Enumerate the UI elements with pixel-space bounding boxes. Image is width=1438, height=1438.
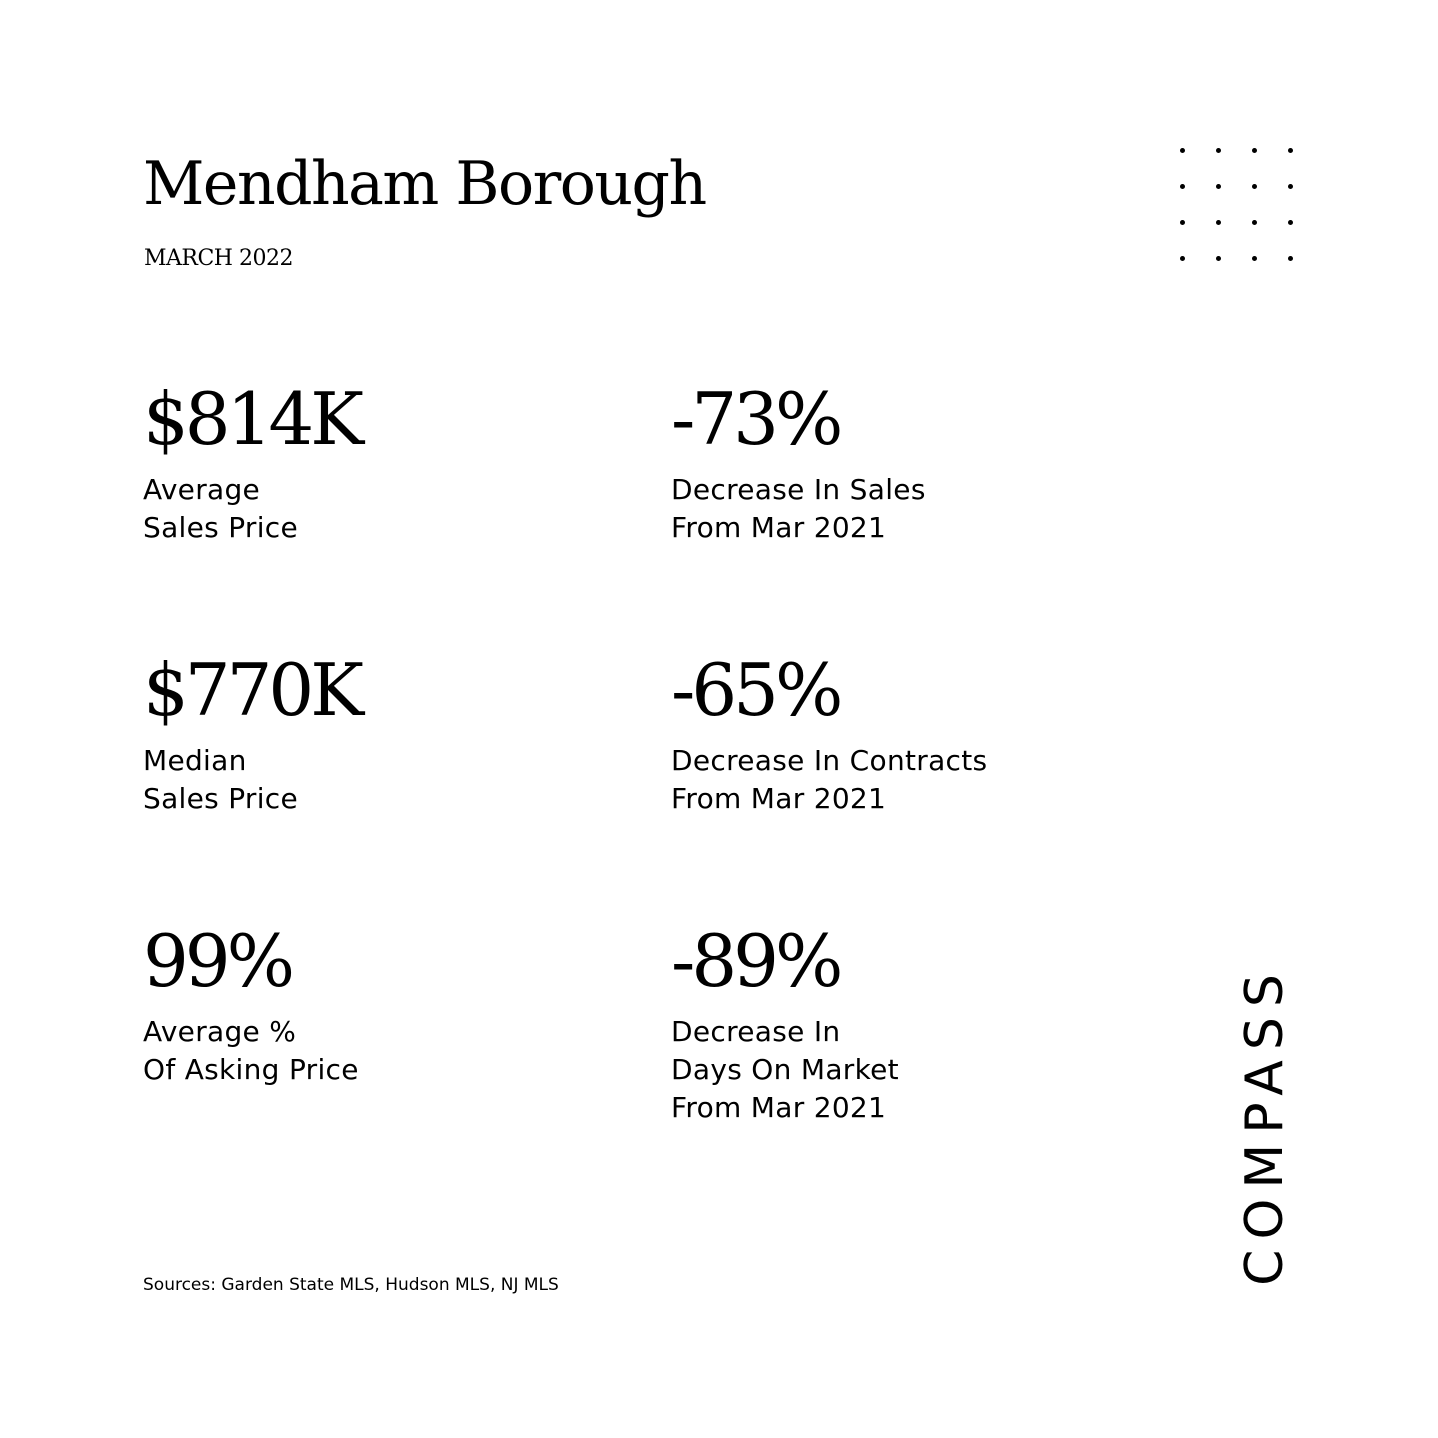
stat-label xyxy=(671,471,926,547)
dot xyxy=(1288,148,1293,153)
stat-average-sales-price xyxy=(143,374,360,547)
stat-label xyxy=(143,1013,359,1089)
stat-value: -65% xyxy=(671,648,840,732)
dot xyxy=(1252,184,1257,189)
dot-grid-icon xyxy=(1172,140,1298,266)
page-title: Mendham Borough xyxy=(143,149,706,219)
dot xyxy=(1180,148,1185,153)
stat-label xyxy=(143,742,360,818)
dot xyxy=(1216,148,1221,153)
stat-label-line: From Mar 2021 xyxy=(671,1091,887,1124)
dot xyxy=(1180,220,1185,225)
dot xyxy=(1288,220,1293,225)
stat-label xyxy=(671,1013,899,1127)
stat-label xyxy=(671,742,987,818)
stat-label-line: Median xyxy=(143,744,247,777)
stat-label-line: Average % xyxy=(143,1015,297,1048)
compass-logo xyxy=(1235,956,1295,1294)
report-date: MARCH 2022 xyxy=(144,246,293,271)
stat-value: $770K xyxy=(143,648,361,732)
stat-label-line: Decrease In Contracts xyxy=(671,744,988,777)
stat-percent-of-asking xyxy=(143,916,359,1089)
dot xyxy=(1216,256,1221,261)
stat-value: -73% xyxy=(671,377,840,461)
stat-value: $814K xyxy=(143,377,361,461)
stat-contracts-change xyxy=(671,645,987,818)
dot xyxy=(1252,256,1257,261)
stat-value: 99% xyxy=(143,919,292,1003)
stat-label-line: Days On Market xyxy=(671,1053,899,1086)
sources-note: Sources: Garden State MLS, Hudson MLS, NJ MLS xyxy=(143,1275,559,1295)
stat-label-line: Decrease In xyxy=(671,1015,841,1048)
dot xyxy=(1252,220,1257,225)
dot xyxy=(1180,256,1185,261)
stat-label-line: Of Asking Price xyxy=(143,1053,359,1086)
dot xyxy=(1216,220,1221,225)
logo-wordmark: COMPASS xyxy=(1235,964,1295,1286)
stat-label xyxy=(143,471,360,547)
stat-label-line: From Mar 2021 xyxy=(671,782,887,815)
stat-days-on-market-change xyxy=(671,916,899,1127)
dot xyxy=(1216,184,1221,189)
stat-label-line: Decrease In Sales xyxy=(671,473,926,506)
dot xyxy=(1252,148,1257,153)
stat-median-sales-price xyxy=(143,645,360,818)
stat-sales-change xyxy=(671,374,926,547)
stat-label-line: From Mar 2021 xyxy=(671,511,887,544)
dot xyxy=(1288,256,1293,261)
dot xyxy=(1180,184,1185,189)
stat-label-line: Sales Price xyxy=(143,782,299,815)
stat-label-line: Sales Price xyxy=(143,511,299,544)
stat-label-line: Average xyxy=(143,473,261,506)
dot xyxy=(1288,184,1293,189)
stat-value: -89% xyxy=(671,919,840,1003)
